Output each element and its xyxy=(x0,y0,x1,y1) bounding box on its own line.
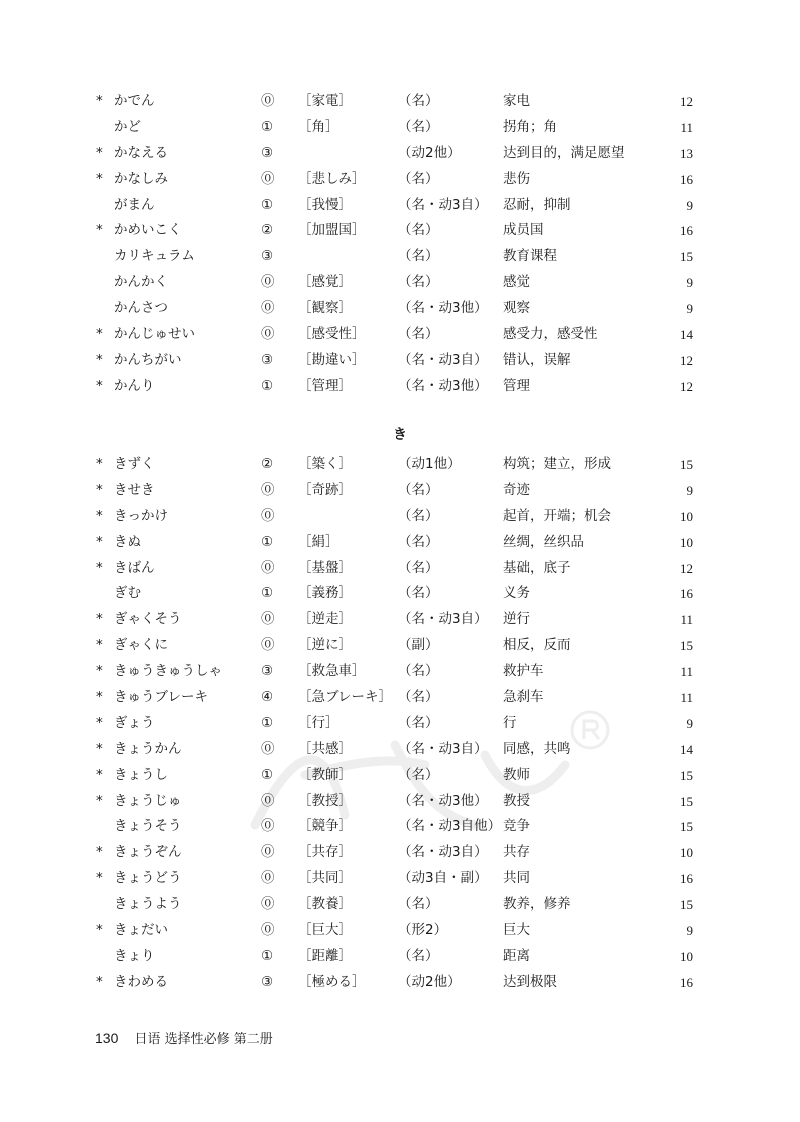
entry-kanji: ［我慢］ xyxy=(298,196,352,213)
entry-part-of-speech: （动3自・副） xyxy=(398,870,488,887)
entry-kanji: ［絹］ xyxy=(298,533,339,550)
entry-star-mark: * xyxy=(96,766,103,783)
entry-reading: ぎょう xyxy=(114,714,155,731)
entry-lesson-number: 11 xyxy=(680,119,693,135)
entry-meaning: 急刹车 xyxy=(503,689,544,706)
entry-kanji: ［管理］ xyxy=(298,377,352,394)
vocab-entry xyxy=(0,89,800,115)
vocab-entry xyxy=(0,244,800,270)
entry-part-of-speech: （名・动3他） xyxy=(398,377,488,394)
entry-meaning: 丝绸，丝织品 xyxy=(503,533,584,550)
entry-star-mark: * xyxy=(96,714,103,731)
entry-accent: ⓪ xyxy=(261,896,275,913)
entry-lesson-number: 9 xyxy=(686,923,693,939)
entry-accent: ④ xyxy=(261,689,274,706)
entry-part-of-speech: （名・动3自） xyxy=(398,351,488,368)
entry-meaning: 家电 xyxy=(503,93,530,109)
entry-accent: ① xyxy=(261,533,274,550)
vocab-entry xyxy=(0,970,800,996)
entry-part-of-speech: （名・动3自他） xyxy=(398,818,502,835)
entry-kanji: ［勘違い］ xyxy=(298,351,366,368)
entry-part-of-speech: （名） xyxy=(398,559,439,576)
entry-meaning: 起首，开端；机会 xyxy=(503,507,611,524)
entry-accent: ⓪ xyxy=(261,274,275,291)
vocab-entry xyxy=(0,685,800,711)
vocab-entry xyxy=(0,789,800,815)
entry-accent: ② xyxy=(261,222,274,239)
entry-part-of-speech: （名） xyxy=(398,896,439,913)
entry-lesson-number: 15 xyxy=(680,897,693,913)
vocab-entry xyxy=(0,918,800,944)
entry-accent: ① xyxy=(261,377,274,394)
entry-reading: きわめる xyxy=(114,973,168,990)
entry-accent: ⓪ xyxy=(261,481,275,498)
entry-lesson-number: 16 xyxy=(680,223,693,239)
entry-part-of-speech: （名） xyxy=(398,533,439,550)
entry-lesson-number: 14 xyxy=(680,741,693,757)
entry-star-mark: * xyxy=(96,844,103,861)
book-title: 日语 选择性必修 第二册 xyxy=(134,1032,273,1047)
entry-meaning: 感受力，感受性 xyxy=(503,326,598,343)
entry-lesson-number: 9 xyxy=(686,197,693,213)
entry-reading: カリキュラム xyxy=(114,248,195,265)
entry-part-of-speech: （名） xyxy=(398,248,439,265)
entry-part-of-speech: （名・动3他） xyxy=(398,792,488,809)
vocab-entry xyxy=(0,167,800,193)
entry-kanji: ［感覚］ xyxy=(298,274,352,291)
entry-lesson-number: 11 xyxy=(680,690,693,706)
entry-meaning: 相反，反而 xyxy=(503,637,571,654)
vocab-entry xyxy=(0,633,800,659)
entry-meaning: 奇迹 xyxy=(503,481,530,498)
vocab-entry xyxy=(0,218,800,244)
entry-meaning: 达到极限 xyxy=(503,973,557,990)
entry-accent: ① xyxy=(261,766,274,783)
entry-kanji: ［共感］ xyxy=(298,740,352,757)
entry-part-of-speech: （名・动3他） xyxy=(398,300,488,317)
entry-meaning: 教养，修养 xyxy=(503,896,571,913)
entry-lesson-number: 9 xyxy=(686,715,693,731)
entry-star-mark: * xyxy=(96,611,103,628)
entry-kanji: ［共同］ xyxy=(298,870,352,887)
entry-part-of-speech: （副） xyxy=(398,637,439,654)
entry-star-mark: * xyxy=(96,637,103,654)
entry-reading: きゅうきゅうしゃ xyxy=(114,663,222,680)
entry-accent: ① xyxy=(261,196,274,213)
vocab-entry xyxy=(0,944,800,970)
entry-lesson-number: 10 xyxy=(680,948,693,964)
entry-part-of-speech: （名） xyxy=(398,714,439,731)
entry-meaning: 教师 xyxy=(503,766,530,783)
entry-reading: ぎゃくそう xyxy=(114,611,182,628)
entry-meaning: 巨大 xyxy=(503,922,530,939)
entry-part-of-speech: （名） xyxy=(398,663,439,680)
entry-accent: ⓪ xyxy=(261,870,275,887)
entry-reading: かめいこく xyxy=(114,222,182,239)
entry-part-of-speech: （名・动3自） xyxy=(398,196,488,213)
entry-star-mark: * xyxy=(96,922,103,939)
entry-kanji: ［角］ xyxy=(298,118,339,135)
entry-reading: がまん xyxy=(114,196,155,213)
entry-lesson-number: 15 xyxy=(680,793,693,809)
entry-lesson-number: 12 xyxy=(680,378,693,394)
entry-lesson-number: 15 xyxy=(680,819,693,835)
vocab-entry xyxy=(0,296,800,322)
entry-star-mark: * xyxy=(96,170,103,187)
vocab-entry xyxy=(0,814,800,840)
vocab-entry xyxy=(0,322,800,348)
entry-reading: かんかく xyxy=(114,274,168,291)
entry-kanji: ［巨大］ xyxy=(298,922,352,939)
entry-kanji: ［観察］ xyxy=(298,300,352,317)
entry-reading: きばん xyxy=(114,559,155,576)
entry-lesson-number: 16 xyxy=(680,871,693,887)
entry-part-of-speech: （动2他） xyxy=(398,144,461,161)
vocab-list-ka xyxy=(0,89,800,400)
entry-accent: ③ xyxy=(261,144,274,161)
entry-part-of-speech: （名・动3自） xyxy=(398,611,488,628)
entry-kanji: ［共存］ xyxy=(298,844,352,861)
entry-kanji: ［逆走］ xyxy=(298,611,352,628)
entry-part-of-speech: （形2） xyxy=(398,922,448,939)
entry-kanji: ［義務］ xyxy=(298,585,352,602)
entry-part-of-speech: （动2他） xyxy=(398,973,461,990)
entry-reading: きょだい xyxy=(114,922,168,939)
entry-kanji: ［家電］ xyxy=(298,93,352,109)
entry-star-mark: * xyxy=(96,740,103,757)
entry-part-of-speech: （名・动3自） xyxy=(398,844,488,861)
entry-kanji: ［奇跡］ xyxy=(298,481,352,498)
entry-accent: ⓪ xyxy=(261,637,275,654)
entry-meaning: 管理 xyxy=(503,377,530,394)
entry-lesson-number: 10 xyxy=(680,534,693,550)
entry-reading: きょうかん xyxy=(114,740,182,757)
entry-reading: きょうじゅ xyxy=(114,792,182,809)
vocab-entry xyxy=(0,270,800,296)
entry-lesson-number: 9 xyxy=(686,275,693,291)
entry-accent: ③ xyxy=(261,351,274,368)
entry-reading: きずく xyxy=(114,456,155,472)
entry-part-of-speech: （名） xyxy=(398,481,439,498)
entry-reading: かんじゅせい xyxy=(114,326,195,343)
entry-meaning: 逆行 xyxy=(503,611,530,628)
entry-lesson-number: 10 xyxy=(680,508,693,524)
vocab-entry xyxy=(0,866,800,892)
entry-meaning: 共存 xyxy=(503,844,530,861)
entry-accent: ③ xyxy=(261,973,274,990)
entry-accent: ⓪ xyxy=(261,93,275,109)
vocab-entry xyxy=(0,737,800,763)
entry-accent: ⓪ xyxy=(261,792,275,809)
entry-part-of-speech: （名） xyxy=(398,170,439,187)
entry-reading: きゅうブレーキ xyxy=(114,689,208,706)
vocab-entry xyxy=(0,607,800,633)
entry-accent: ⓪ xyxy=(261,740,275,757)
entry-kanji: ［極める］ xyxy=(298,973,366,990)
entry-part-of-speech: （名） xyxy=(398,947,439,964)
entry-part-of-speech: （名・动3自） xyxy=(398,740,488,757)
entry-meaning: 基础，底子 xyxy=(503,559,571,576)
entry-reading: きょうよう xyxy=(114,896,182,913)
entry-part-of-speech: （名） xyxy=(398,326,439,343)
entry-kanji: ［築く］ xyxy=(298,456,352,472)
entry-kanji: ［悲しみ］ xyxy=(298,170,366,187)
entry-accent: ⓪ xyxy=(261,818,275,835)
vocab-entry xyxy=(0,452,800,478)
entry-meaning: 感觉 xyxy=(503,274,530,291)
entry-kanji: ［教師］ xyxy=(298,766,352,783)
vocab-entry xyxy=(0,840,800,866)
vocab-entry xyxy=(0,141,800,167)
entry-meaning: 救护车 xyxy=(503,663,544,680)
entry-lesson-number: 12 xyxy=(680,94,693,109)
entry-kanji: ［教授］ xyxy=(298,792,352,809)
entry-part-of-speech: （名） xyxy=(398,766,439,783)
entry-lesson-number: 9 xyxy=(686,482,693,498)
vocab-entry xyxy=(0,892,800,918)
entry-star-mark: * xyxy=(96,326,103,343)
entry-reading: かなしみ xyxy=(114,170,168,187)
entry-reading: きょうどう xyxy=(114,870,182,887)
entry-part-of-speech: （名） xyxy=(398,585,439,602)
entry-star-mark: * xyxy=(96,351,103,368)
entry-part-of-speech: （名） xyxy=(398,689,439,706)
entry-kanji: ［逆に］ xyxy=(298,637,352,654)
entry-accent: ⓪ xyxy=(261,844,275,861)
entry-kanji: ［救急車］ xyxy=(298,663,366,680)
entry-kanji: ［急ブレーキ］ xyxy=(298,689,392,706)
vocab-entry xyxy=(0,348,800,374)
entry-star-mark: * xyxy=(96,93,103,109)
entry-accent: ⓪ xyxy=(261,300,275,317)
entry-meaning: 共同 xyxy=(503,870,530,887)
entry-reading: かなえる xyxy=(114,144,168,161)
entry-star-mark: * xyxy=(96,533,103,550)
entry-meaning: 成员国 xyxy=(503,222,544,239)
vocab-entry xyxy=(0,581,800,607)
entry-kanji: ［加盟国］ xyxy=(298,222,366,239)
vocab-entry xyxy=(0,556,800,582)
entry-meaning: 观察 xyxy=(503,300,530,317)
entry-star-mark: * xyxy=(96,222,103,239)
entry-star-mark: * xyxy=(96,481,103,498)
entry-accent: ① xyxy=(261,714,274,731)
vocab-entry xyxy=(0,115,800,141)
entry-star-mark: * xyxy=(96,559,103,576)
entry-meaning: 达到目的，满足愿望 xyxy=(503,144,625,161)
vocab-entry xyxy=(0,193,800,219)
section-heading-ki: き xyxy=(393,427,407,443)
entry-kanji: ［基盤］ xyxy=(298,559,352,576)
entry-accent: ③ xyxy=(261,663,274,680)
entry-kanji: ［距離］ xyxy=(298,947,352,964)
entry-meaning: 悲伤 xyxy=(503,170,530,187)
entry-star-mark: * xyxy=(96,792,103,809)
entry-accent: ① xyxy=(261,118,274,135)
entry-reading: きょうぞん xyxy=(114,844,182,861)
entry-kanji: ［競争］ xyxy=(298,818,352,835)
entry-lesson-number: 16 xyxy=(680,171,693,187)
entry-kanji: ［教養］ xyxy=(298,896,352,913)
entry-lesson-number: 12 xyxy=(680,352,693,368)
entry-lesson-number: 13 xyxy=(680,145,693,161)
entry-reading: きょうそう xyxy=(114,818,182,835)
entry-lesson-number: 16 xyxy=(680,974,693,990)
vocab-entry xyxy=(0,504,800,530)
entry-lesson-number: 12 xyxy=(680,560,693,576)
entry-star-mark: * xyxy=(96,456,103,472)
entry-lesson-number: 11 xyxy=(680,612,693,628)
entry-part-of-speech: （动1他） xyxy=(398,456,461,472)
entry-meaning: 竞争 xyxy=(503,818,530,835)
vocab-entry xyxy=(0,478,800,504)
entry-reading: きせき xyxy=(114,481,155,498)
entry-reading: ぎゃくに xyxy=(114,637,168,654)
entry-kanji: ［行］ xyxy=(298,714,339,731)
entry-accent: ⓪ xyxy=(261,922,275,939)
entry-lesson-number: 11 xyxy=(680,664,693,680)
entry-lesson-number: 15 xyxy=(680,767,693,783)
entry-accent: ⓪ xyxy=(261,559,275,576)
vocab-list-ki xyxy=(0,452,800,996)
entry-star-mark: * xyxy=(96,689,103,706)
entry-part-of-speech: （名） xyxy=(398,222,439,239)
entry-lesson-number: 15 xyxy=(680,249,693,265)
entry-reading: きぬ xyxy=(114,533,141,550)
entry-part-of-speech: （名） xyxy=(398,118,439,135)
entry-lesson-number: 10 xyxy=(680,845,693,861)
entry-star-mark: * xyxy=(96,870,103,887)
entry-reading: かど xyxy=(114,118,141,135)
entry-meaning: 距离 xyxy=(503,947,530,964)
entry-meaning: 构筑；建立，形成 xyxy=(503,456,611,472)
entry-lesson-number: 14 xyxy=(680,327,693,343)
entry-meaning: 拐角；角 xyxy=(503,118,557,135)
entry-lesson-number: 16 xyxy=(680,586,693,602)
entry-reading: かんちがい xyxy=(114,351,182,368)
entry-reading: きょり xyxy=(114,947,155,964)
entry-lesson-number: 9 xyxy=(686,301,693,317)
entry-accent: ① xyxy=(261,585,274,602)
entry-star-mark: * xyxy=(96,663,103,680)
vocab-entry xyxy=(0,711,800,737)
vocab-entry xyxy=(0,374,800,400)
entry-meaning: 义务 xyxy=(503,585,530,602)
entry-lesson-number: 15 xyxy=(680,638,693,654)
entry-accent: ① xyxy=(261,947,274,964)
entry-star-mark: * xyxy=(96,144,103,161)
entry-accent: ② xyxy=(261,456,274,472)
entry-accent: ⓪ xyxy=(261,611,275,628)
entry-lesson-number: 15 xyxy=(680,457,693,472)
entry-part-of-speech: （名） xyxy=(398,93,439,109)
entry-meaning: 同感，共鸣 xyxy=(503,740,571,757)
entry-reading: きょうし xyxy=(114,766,168,783)
entry-star-mark: * xyxy=(96,377,103,394)
entry-reading: きっかけ xyxy=(114,507,168,524)
vocab-entry xyxy=(0,530,800,556)
entry-reading: かでん xyxy=(114,93,155,109)
page-number: 130 xyxy=(95,1030,119,1046)
page-footer xyxy=(95,1028,273,1047)
entry-meaning: 教授 xyxy=(503,792,530,809)
entry-meaning: 错认，误解 xyxy=(503,351,571,368)
entry-meaning: 教育课程 xyxy=(503,248,557,265)
entry-kanji: ［感受性］ xyxy=(298,326,366,343)
entry-part-of-speech: （名） xyxy=(398,507,439,524)
entry-accent: ③ xyxy=(261,248,274,265)
entry-accent: ⓪ xyxy=(261,507,275,524)
entry-star-mark: * xyxy=(96,507,103,524)
entry-meaning: 忍耐，抑制 xyxy=(503,196,571,213)
entry-meaning: 行 xyxy=(503,714,517,731)
entry-reading: ぎむ xyxy=(114,585,141,602)
entry-star-mark: * xyxy=(96,973,103,990)
vocab-entry xyxy=(0,763,800,789)
vocab-entry xyxy=(0,659,800,685)
entry-reading: かんさつ xyxy=(114,300,168,317)
entry-reading: かんり xyxy=(114,377,155,394)
entry-part-of-speech: （名） xyxy=(398,274,439,291)
entry-accent: ⓪ xyxy=(261,170,275,187)
entry-accent: ⓪ xyxy=(261,326,275,343)
